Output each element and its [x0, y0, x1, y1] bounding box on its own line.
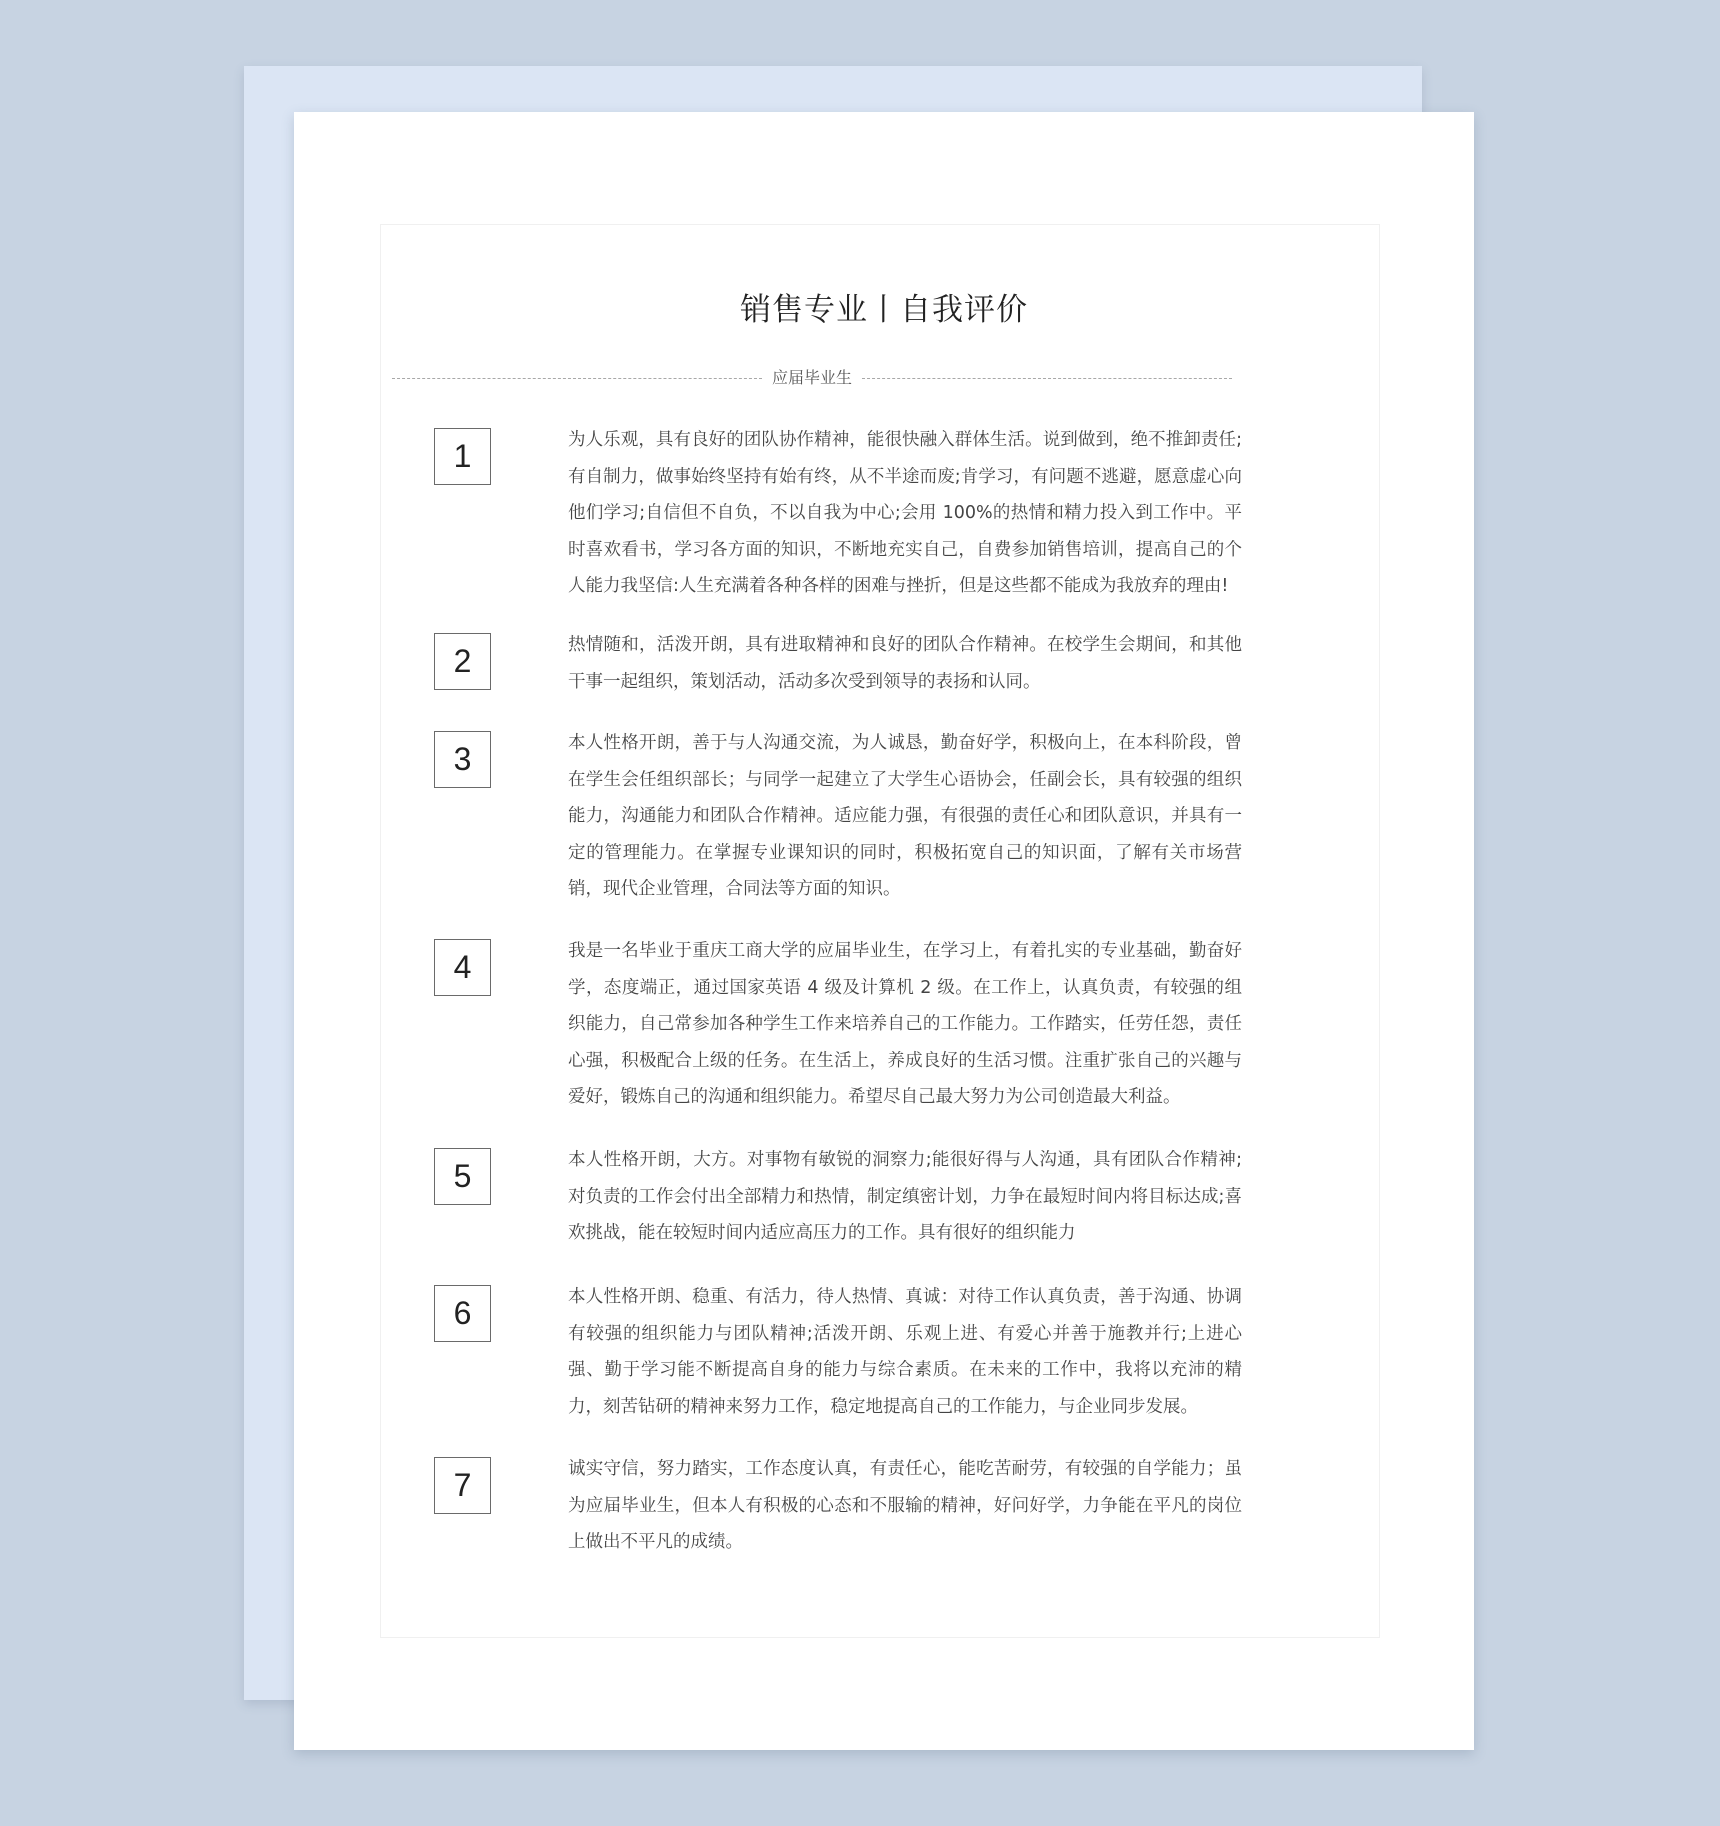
item-text: 诚实守信，努力踏实，工作态度认真，有责任心，能吃苦耐劳，有较强的自学能力；虽为应届毕业生，但本人有积极的心态和不服输的精神，好问好学，力争能在平凡的岗位上做出不平凡的成绩。	[568, 1459, 1242, 1552]
item-text: 本人性格开朗，善于与人沟通交流，为人诚恳，勤奋好学，积极向上，在本科阶段，曾在学生会任组织部长；与同学一起建立了大学生心语协会，任副会长，具有较强的组织能力，沟通能力和团队合作精神。适应能力强，有很强的责任心和团队意识，并具有一定的管理能力。在掌握专业课知识的同时，积极拓宽自己的知识面，了解有关市场营销，现代企业管理，合同法等方面的知识。	[568, 733, 1242, 899]
subtitle-divider	[392, 370, 1232, 386]
document-subtitle: 应届毕业生	[772, 368, 853, 387]
divider-line-right	[862, 378, 1232, 379]
divider-line-left	[392, 378, 762, 379]
item-text: 为人乐观，具有良好的团队协作精神，能很快融入群体生活。说到做到，绝不推卸责任;有自制力，做事始终坚持有始有终，从不半途而废;肯学习，有问题不逃避，愿意虚心向他们学习;自信但不自负，不以自我为中心;会用 100%的热情和精力投入到工作中。平时喜欢看书，学习各方面的知识，不断地充实自己，自费参加销售培训，提高自己的个人能力我坚信:人生充满着各种各样的困难与挫折，但是这些都不能成为我放弃的理由!	[568, 430, 1242, 596]
document-page	[294, 112, 1474, 1750]
item-text: 本人性格开朗、稳重、有活力，待人热情、真诚：对待工作认真负责，善于沟通、协调有较强的组织能力与团队精神;活泼开朗、乐观上进、有爱心并善于施教并行;上进心强、勤于学习能不断提高自身的能力与综合素质。在未来的工作中，我将以充沛的精力，刻苦钻研的精神来努力工作，稳定地提高自己的工作能力，与企业同步发展。	[568, 1287, 1242, 1417]
item-text: 热情随和，活泼开朗，具有进取精神和良好的团队合作精神。在校学生会期间，和其他干事一起组织，策划活动，活动多次受到领导的表扬和认同。	[568, 635, 1242, 692]
item-text: 本人性格开朗，大方。对事物有敏锐的洞察力;能很好得与人沟通，具有团队合作精神;对负责的工作会付出全部精力和热情，制定缜密计划，力争在最短时间内将目标达成;喜欢挑战，能在较短时间内适应高压力的工作。具有很好的组织能力	[568, 1150, 1242, 1243]
item-number-box: 6	[434, 1285, 491, 1342]
item-number-box: 3	[434, 731, 491, 788]
document-title: 销售专业丨自我评价	[740, 292, 1028, 328]
item-number-box: 1	[434, 428, 491, 485]
item-text: 我是一名毕业于重庆工商大学的应届毕业生，在学习上，有着扎实的专业基础，勤奋好学，态度端正，通过国家英语 4 级及计算机 2 级。在工作上，认真负责，有较强的组织能力，自己常参加各种学生工作来培养自己的工作能力。工作踏实，任劳任怨，责任心强，积极配合上级的任务。在生活上，养成良好的生活习惯。注重扩张自己的兴趣与爱好，锻炼自己的沟通和组织能力。希望尽自己最大努力为公司创造最大利益。	[568, 941, 1242, 1107]
item-number-box: 2	[434, 633, 491, 690]
item-number-box: 4	[434, 939, 491, 996]
item-number-box: 7	[434, 1457, 491, 1514]
item-number-box: 5	[434, 1148, 491, 1205]
